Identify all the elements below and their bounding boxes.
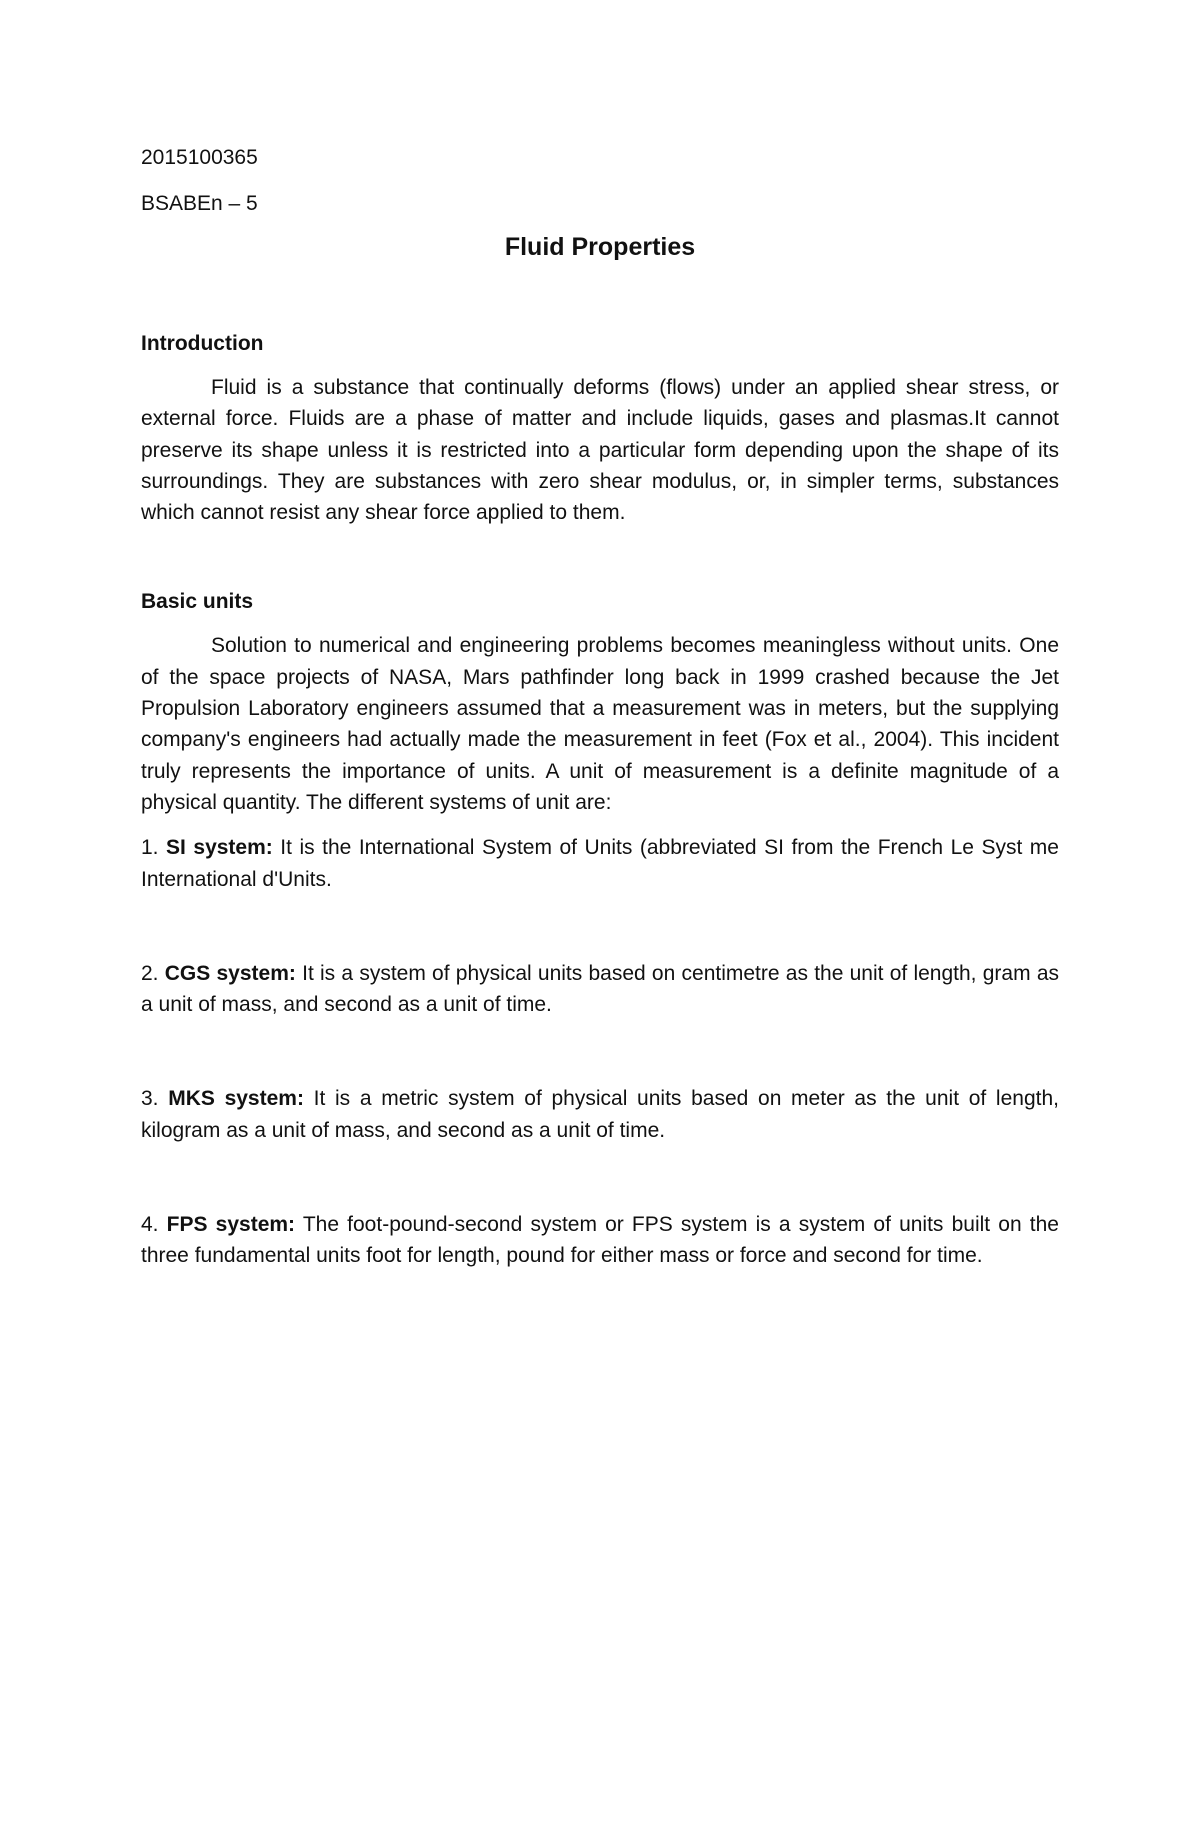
unit-system-description: It is the International System of Units (abbreviated SI from the French Le Syst me International d'Units. [141,836,1059,891]
unit-system-item-cgs [141,958,1059,1021]
unit-system-description: It is a metric system of physical units based on meter as the unit of length, kilogram as a unit of mass, and second as a unit of time. [141,1087,1059,1142]
basic-units-paragraph: Solution to numerical and engineering problems becomes meaningless without units. One of the space projects of NASA, Mars pathfinder long back in 1999 crashed because the Jet Propulsion Laboratory engineers assumed that a measurement was in meters, but the supplying company's engineers had actually made the measurement in feet (Fox et al., 2004). This incident truly represents the importance of units. A unit of measurement is a definite magnitude of a physical quantity. The different systems of unit are: [141,634,1059,814]
student-id: 2015100365 [141,146,258,169]
document-title: Fluid Properties [504,233,696,261]
section-label: BSABEn – 5 [141,192,258,215]
unit-system-number: 4. [141,1213,159,1237]
document-content [141,142,1059,1272]
unit-system-name: MKS system: [168,1087,304,1111]
unit-system-description: It is a system of physical units based on centimetre as the unit of length, gram as a unit of mass, and second as a unit of time. [141,961,1059,1017]
introduction-paragraph: Fluid is a substance that continually deforms (flows) under an applied shear stress, or external force. Fluids are a phase of matter and include liquids, gases and plasmas.It cannot preserve its shape unless it is restricted into a particular form depending upon the shape of its surroundings. They are substances with zero shear modulus, or, in simpler terms, substances which cannot resist any shear force applied to them. [141,376,1059,525]
introduction-heading: Introduction [141,332,264,355]
unit-system-name: CGS system: [164,961,296,985]
unit-system-number: 2. [141,961,159,985]
unit-system-item-mks [141,1083,1059,1146]
unit-system-description: The foot-pound-second system or FPS system is a system of units built on the three fundamental units foot for length, pound for either mass or force and second for time. [141,1213,1059,1268]
unit-system-item-fps [141,1209,1059,1272]
unit-system-name: SI system: [166,836,273,860]
unit-system-number: 3. [141,1087,159,1111]
unit-system-item-si [141,832,1059,895]
basic-units-heading: Basic units [141,590,254,614]
unit-system-name: FPS system: [166,1213,296,1237]
unit-system-number: 1. [141,836,159,860]
